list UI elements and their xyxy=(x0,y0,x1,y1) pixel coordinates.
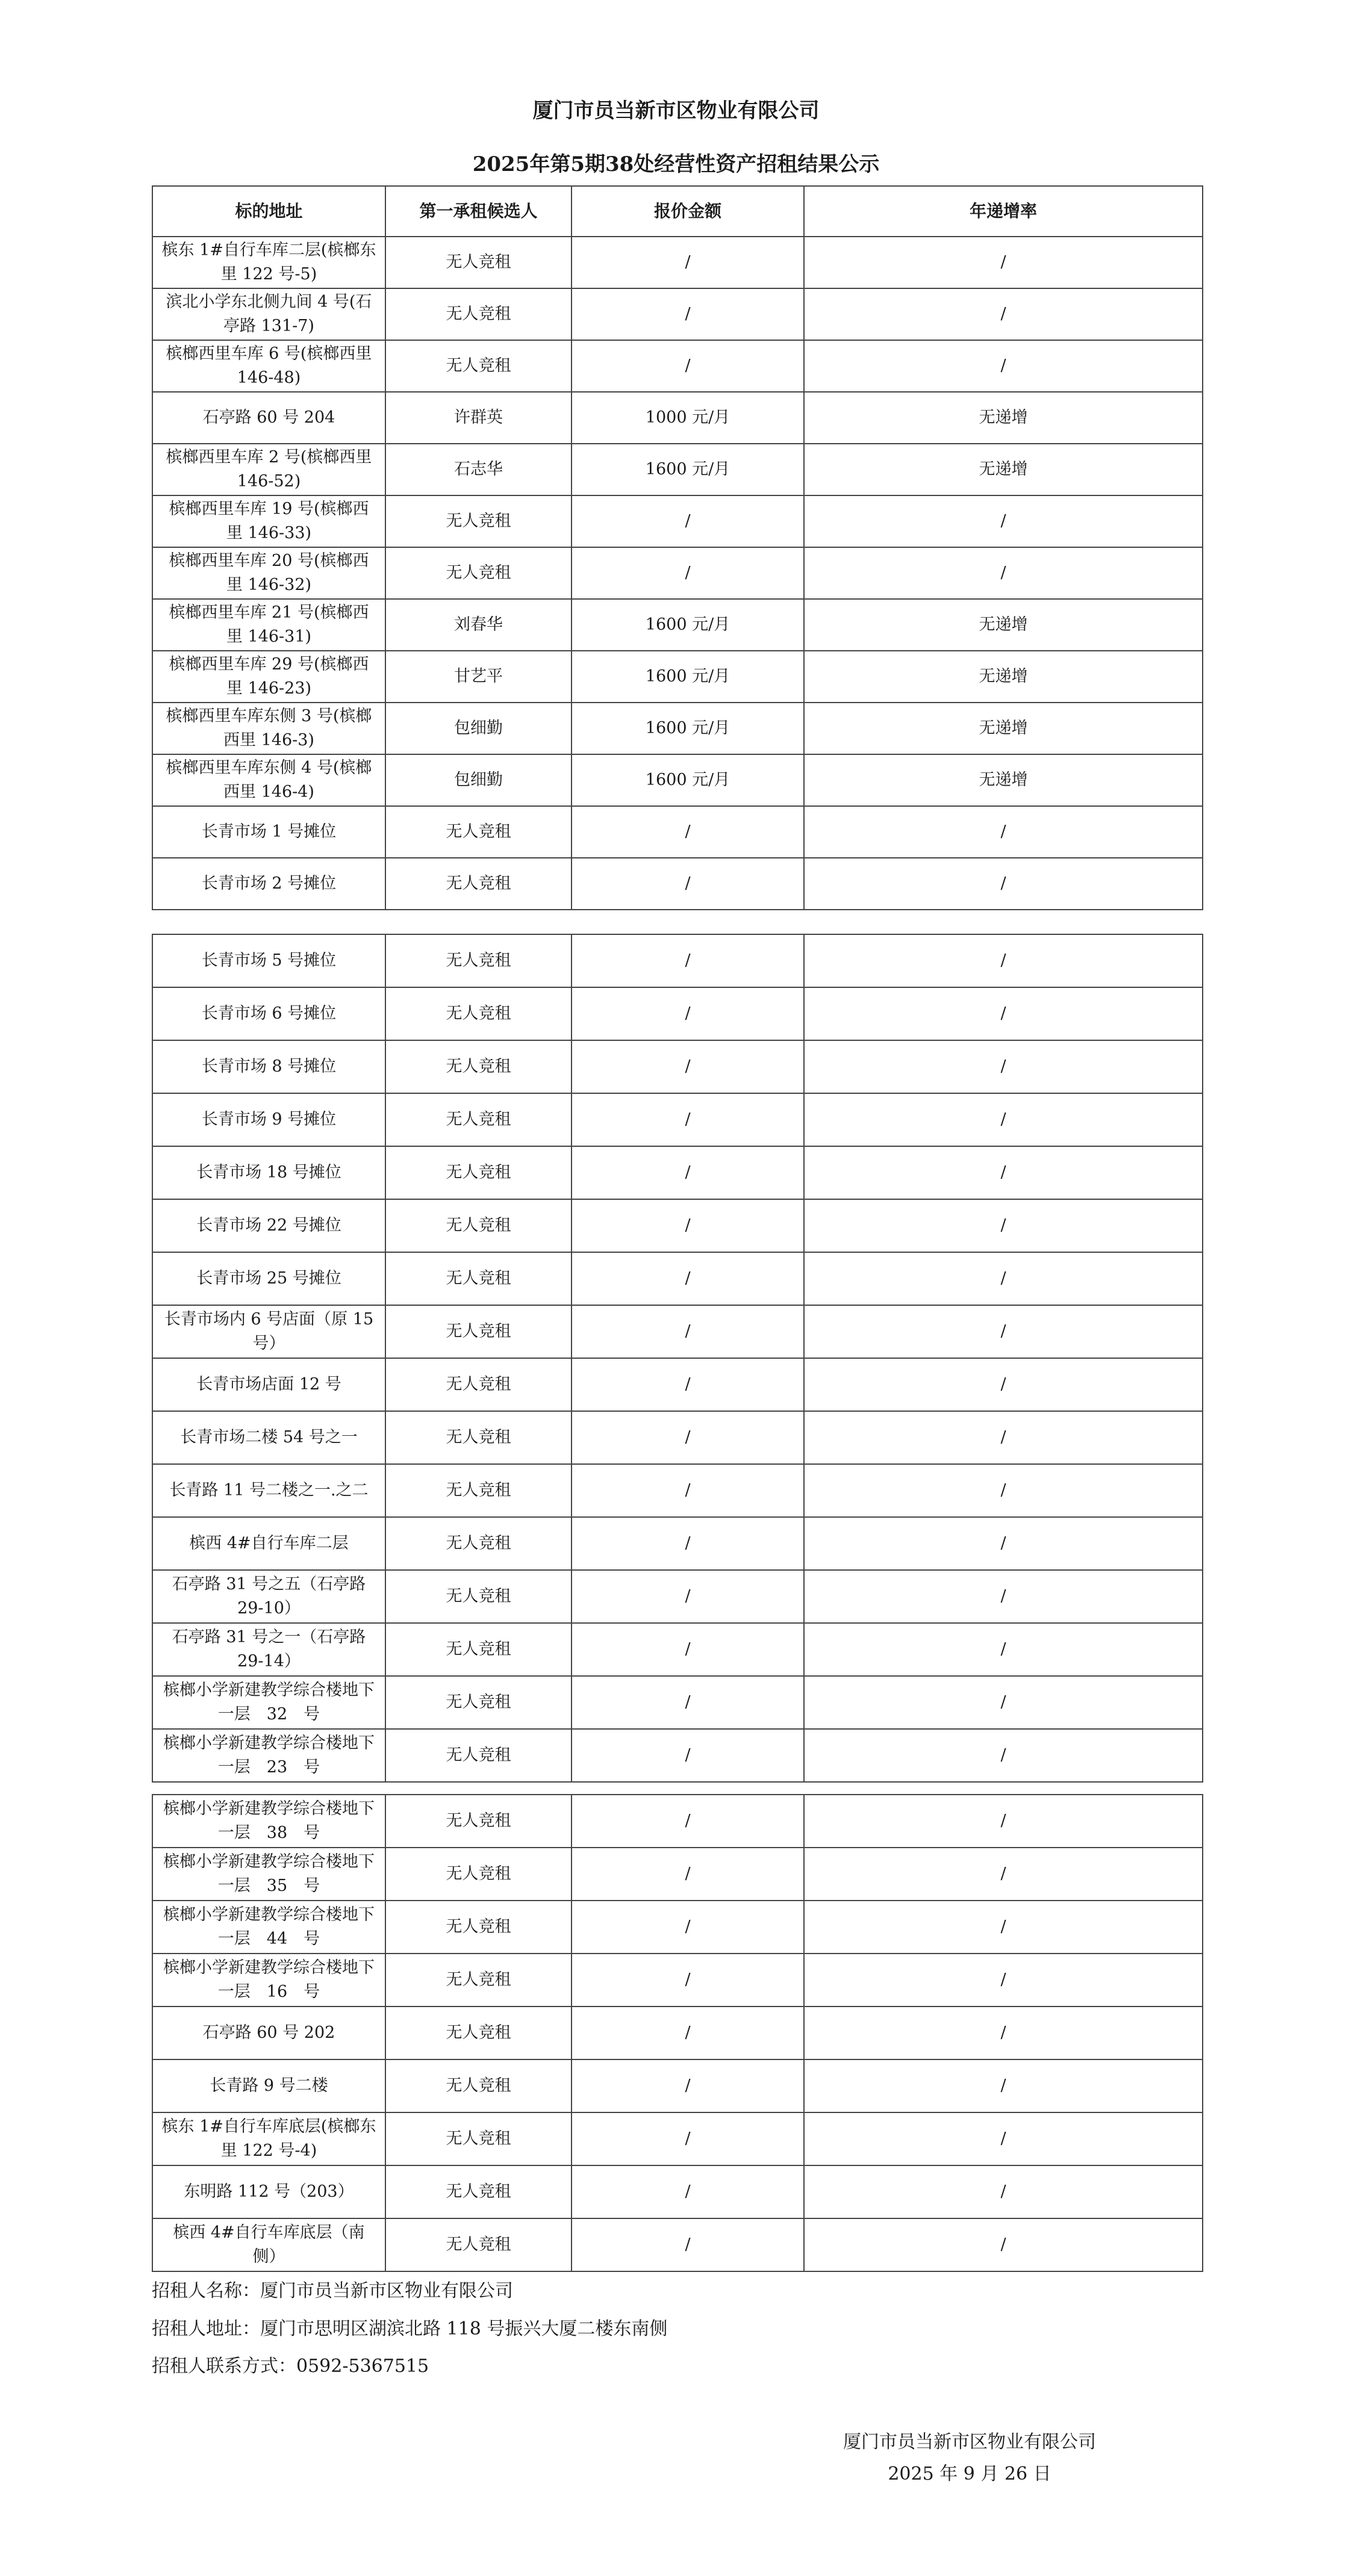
cell-candidate: 无人竞租 xyxy=(385,1411,572,1464)
cell-price: / xyxy=(572,1040,804,1093)
table-row xyxy=(152,1729,1203,1782)
cell-price: / xyxy=(572,1901,804,1954)
cell-increase-rate: / xyxy=(804,1411,1203,1464)
lessor-name: 招租人名称：厦门市员当新市区物业有限公司 xyxy=(152,2280,513,2301)
cell-price: 1600 元/月 xyxy=(572,703,804,754)
table-row xyxy=(152,1093,1203,1146)
cell-increase-rate: / xyxy=(804,1464,1203,1517)
cell-increase-rate: / xyxy=(804,237,1203,288)
cell-candidate: 无人竞租 xyxy=(385,1146,572,1199)
cell-candidate: 无人竞租 xyxy=(385,237,572,288)
cell-candidate: 包细勤 xyxy=(385,703,572,754)
cell-increase-rate: / xyxy=(804,1358,1203,1411)
cell-candidate: 无人竞租 xyxy=(385,1729,572,1782)
cell-candidate: 无人竞租 xyxy=(385,495,572,547)
cell-address: 槟榔西里车库 21 号(槟榔西里 146-31) xyxy=(152,599,385,651)
cell-candidate: 无人竞租 xyxy=(385,1570,572,1623)
cell-address: 槟榔西里车库 19 号(槟榔西里 146-33) xyxy=(152,495,385,547)
cell-address: 长青路 9 号二楼 xyxy=(152,2059,385,2112)
cell-address: 长青市场 9 号摊位 xyxy=(152,1093,385,1146)
cell-candidate: 无人竞租 xyxy=(385,858,572,910)
cell-increase-rate: / xyxy=(804,2218,1203,2271)
cell-address: 长青市场 1 号摊位 xyxy=(152,806,385,858)
table-header-row xyxy=(152,186,1203,237)
cell-price: / xyxy=(572,237,804,288)
cell-candidate: 无人竞租 xyxy=(385,1093,572,1146)
table-row xyxy=(152,1199,1203,1252)
cell-candidate: 无人竞租 xyxy=(385,2006,572,2059)
cell-increase-rate: / xyxy=(804,1040,1203,1093)
cell-price: 1600 元/月 xyxy=(572,444,804,495)
cell-address: 长青市场 8 号摊位 xyxy=(152,1040,385,1093)
cell-price: / xyxy=(572,1199,804,1252)
cell-address: 长青市场 5 号摊位 xyxy=(152,934,385,987)
cell-increase-rate: / xyxy=(804,1795,1203,1848)
cell-price: / xyxy=(572,1623,804,1676)
cell-address: 石亭路 60 号 204 xyxy=(152,392,385,444)
table-row xyxy=(152,547,1203,599)
table-row xyxy=(152,1464,1203,1517)
cell-candidate: 无人竞租 xyxy=(385,934,572,987)
table-row xyxy=(152,288,1203,340)
signature-company: 厦门市员当新市区物业有限公司 xyxy=(843,2432,1096,2453)
cell-address: 槟西 4#自行车库底层（南侧） xyxy=(152,2218,385,2271)
header-price: 报价金额 xyxy=(572,186,804,237)
cell-increase-rate: / xyxy=(804,1623,1203,1676)
company-title: 厦门市员当新市区物业有限公司 xyxy=(532,99,820,123)
cell-candidate: 无人竞租 xyxy=(385,1305,572,1358)
cell-candidate: 无人竞租 xyxy=(385,1848,572,1901)
table-row xyxy=(152,1848,1203,1901)
cell-candidate: 石志华 xyxy=(385,444,572,495)
table-row xyxy=(152,392,1203,444)
cell-increase-rate: / xyxy=(804,1729,1203,1782)
table-row xyxy=(152,2006,1203,2059)
cell-address: 长青市场 6 号摊位 xyxy=(152,987,385,1040)
cell-candidate: 无人竞租 xyxy=(385,547,572,599)
cell-increase-rate: / xyxy=(804,1676,1203,1729)
table-row xyxy=(152,1358,1203,1411)
results-table-part-1 xyxy=(152,185,1203,910)
cell-address: 槟东 1#自行车库底层(槟榔东里 122 号-4) xyxy=(152,2112,385,2165)
table-row xyxy=(152,1795,1203,1848)
table-row xyxy=(152,2218,1203,2271)
table-row xyxy=(152,987,1203,1040)
header-candidate: 第一承租候选人 xyxy=(385,186,572,237)
cell-candidate: 甘艺平 xyxy=(385,651,572,703)
cell-price: / xyxy=(572,1093,804,1146)
header-address: 标的地址 xyxy=(152,186,385,237)
cell-increase-rate: 无递增 xyxy=(804,599,1203,651)
cell-address: 长青市场二楼 54 号之一 xyxy=(152,1411,385,1464)
cell-address: 长青市场 22 号摊位 xyxy=(152,1199,385,1252)
cell-price: 1600 元/月 xyxy=(572,599,804,651)
table-row xyxy=(152,1146,1203,1199)
table-row xyxy=(152,599,1203,651)
cell-candidate: 无人竞租 xyxy=(385,1252,572,1305)
cell-increase-rate: / xyxy=(804,340,1203,392)
cell-address: 槟榔西里车库东侧 4 号(槟榔西里 146-4) xyxy=(152,754,385,806)
cell-increase-rate: / xyxy=(804,2112,1203,2165)
table-row xyxy=(152,1676,1203,1729)
cell-address: 槟榔小学新建教学综合楼地下一层 44 号 xyxy=(152,1901,385,1954)
cell-candidate: 无人竞租 xyxy=(385,1358,572,1411)
cell-increase-rate: / xyxy=(804,2059,1203,2112)
cell-price: 1600 元/月 xyxy=(572,651,804,703)
cell-address: 槟榔西里车库 20 号(槟榔西里 146-32) xyxy=(152,547,385,599)
cell-price: / xyxy=(572,1358,804,1411)
cell-price: / xyxy=(572,1729,804,1782)
cell-increase-rate: 无递增 xyxy=(804,444,1203,495)
table-row xyxy=(152,495,1203,547)
cell-price: / xyxy=(572,987,804,1040)
cell-price: / xyxy=(572,2059,804,2112)
cell-candidate: 无人竞租 xyxy=(385,340,572,392)
cell-address: 长青市场 18 号摊位 xyxy=(152,1146,385,1199)
cell-address: 槟榔小学新建教学综合楼地下一层 32 号 xyxy=(152,1676,385,1729)
table-row xyxy=(152,934,1203,987)
cell-price: / xyxy=(572,1676,804,1729)
table-row xyxy=(152,754,1203,806)
cell-candidate: 无人竞租 xyxy=(385,1464,572,1517)
cell-candidate: 无人竞租 xyxy=(385,987,572,1040)
cell-address: 长青市场 2 号摊位 xyxy=(152,858,385,910)
cell-candidate: 无人竞租 xyxy=(385,1517,572,1570)
cell-address: 长青市场内 6 号店面（原 15 号） xyxy=(152,1305,385,1358)
cell-candidate: 许群英 xyxy=(385,392,572,444)
table-row xyxy=(152,1623,1203,1676)
cell-candidate: 无人竞租 xyxy=(385,2165,572,2218)
cell-price: / xyxy=(572,1517,804,1570)
table-row xyxy=(152,651,1203,703)
cell-candidate: 无人竞租 xyxy=(385,1676,572,1729)
lessor-address: 招租人地址：厦门市思明区湖滨北路 118 号振兴大厦二楼东南侧 xyxy=(152,2318,668,2339)
cell-address: 槟榔小学新建教学综合楼地下一层 35 号 xyxy=(152,1848,385,1901)
cell-price: / xyxy=(572,1305,804,1358)
cell-price: / xyxy=(572,1954,804,2006)
signature-date: 2025 年 9 月 26 日 xyxy=(888,2463,1051,2484)
cell-increase-rate: / xyxy=(804,2165,1203,2218)
cell-address: 槟西 4#自行车库二层 xyxy=(152,1517,385,1570)
table-row xyxy=(152,806,1203,858)
cell-price: / xyxy=(572,1848,804,1901)
table-row xyxy=(152,444,1203,495)
cell-increase-rate: / xyxy=(804,2006,1203,2059)
cell-candidate: 无人竞租 xyxy=(385,2112,572,2165)
cell-address: 滨北小学东北侧九间 4 号(石亭路 131-7) xyxy=(152,288,385,340)
cell-address: 石亭路 60 号 202 xyxy=(152,2006,385,2059)
notice-title: 2025年第5期38处经营性资产招租结果公示 xyxy=(472,152,880,176)
cell-candidate: 无人竞租 xyxy=(385,1954,572,2006)
cell-candidate: 包细勤 xyxy=(385,754,572,806)
table-row xyxy=(152,1305,1203,1358)
table-row xyxy=(152,2112,1203,2165)
cell-increase-rate: / xyxy=(804,987,1203,1040)
cell-increase-rate: / xyxy=(804,1954,1203,2006)
cell-price: / xyxy=(572,1411,804,1464)
table-row xyxy=(152,1040,1203,1093)
cell-price: / xyxy=(572,934,804,987)
cell-address: 槟榔西里车库 2 号(槟榔西里 146-52) xyxy=(152,444,385,495)
table-row xyxy=(152,1252,1203,1305)
cell-price: 1000 元/月 xyxy=(572,392,804,444)
cell-candidate: 无人竞租 xyxy=(385,1623,572,1676)
cell-address: 槟榔小学新建教学综合楼地下一层 23 号 xyxy=(152,1729,385,1782)
cell-address: 长青市场店面 12 号 xyxy=(152,1358,385,1411)
cell-increase-rate: / xyxy=(804,1517,1203,1570)
cell-price: 1600 元/月 xyxy=(572,754,804,806)
table-row xyxy=(152,2165,1203,2218)
table-row xyxy=(152,1517,1203,1570)
results-table-part-2 xyxy=(152,934,1203,1783)
cell-address: 槟榔西里车库 29 号(槟榔西里 146-23) xyxy=(152,651,385,703)
table-row xyxy=(152,2059,1203,2112)
cell-increase-rate: / xyxy=(804,1146,1203,1199)
cell-candidate: 无人竞租 xyxy=(385,2218,572,2271)
cell-candidate: 无人竞租 xyxy=(385,1795,572,1848)
table-row xyxy=(152,703,1203,754)
cell-candidate: 刘春华 xyxy=(385,599,572,651)
cell-increase-rate: / xyxy=(804,495,1203,547)
table-row xyxy=(152,1954,1203,2006)
cell-increase-rate: / xyxy=(804,1901,1203,1954)
cell-increase-rate: / xyxy=(804,1305,1203,1358)
cell-increase-rate: / xyxy=(804,934,1203,987)
cell-address: 石亭路 31 号之五（石亭路 29-10） xyxy=(152,1570,385,1623)
cell-increase-rate: / xyxy=(804,858,1203,910)
cell-candidate: 无人竞租 xyxy=(385,2059,572,2112)
cell-increase-rate: / xyxy=(804,1848,1203,1901)
cell-address: 槟榔西里车库 6 号(槟榔西里 146-48) xyxy=(152,340,385,392)
cell-candidate: 无人竞租 xyxy=(385,288,572,340)
cell-price: / xyxy=(572,2006,804,2059)
cell-price: / xyxy=(572,2218,804,2271)
cell-increase-rate: / xyxy=(804,1199,1203,1252)
cell-price: / xyxy=(572,2165,804,2218)
table-row xyxy=(152,858,1203,910)
cell-candidate: 无人竞租 xyxy=(385,1040,572,1093)
cell-increase-rate: 无递增 xyxy=(804,651,1203,703)
cell-increase-rate: / xyxy=(804,1093,1203,1146)
cell-price: / xyxy=(572,288,804,340)
table-row xyxy=(152,1570,1203,1623)
cell-price: / xyxy=(572,340,804,392)
cell-increase-rate: 无递增 xyxy=(804,392,1203,444)
cell-price: / xyxy=(572,2112,804,2165)
table-row xyxy=(152,1411,1203,1464)
cell-price: / xyxy=(572,1570,804,1623)
cell-address: 东明路 112 号（203） xyxy=(152,2165,385,2218)
cell-candidate: 无人竞租 xyxy=(385,1199,572,1252)
cell-address: 槟榔小学新建教学综合楼地下一层 16 号 xyxy=(152,1954,385,2006)
cell-increase-rate: / xyxy=(804,1252,1203,1305)
cell-price: / xyxy=(572,1464,804,1517)
cell-address: 石亭路 31 号之一（石亭路 29-14） xyxy=(152,1623,385,1676)
cell-price: / xyxy=(572,1146,804,1199)
cell-price: / xyxy=(572,495,804,547)
cell-price: / xyxy=(572,547,804,599)
cell-increase-rate: / xyxy=(804,288,1203,340)
cell-address: 长青市场 25 号摊位 xyxy=(152,1252,385,1305)
lessor-contact: 招租人联系方式：0592-5367515 xyxy=(152,2356,429,2377)
header-increase-rate: 年递增率 xyxy=(804,186,1203,237)
cell-address: 槟东 1#自行车库二层(槟榔东里 122 号-5) xyxy=(152,237,385,288)
table-row xyxy=(152,237,1203,288)
cell-price: / xyxy=(572,1795,804,1848)
cell-price: / xyxy=(572,806,804,858)
cell-candidate: 无人竞租 xyxy=(385,1901,572,1954)
cell-candidate: 无人竞租 xyxy=(385,806,572,858)
cell-price: / xyxy=(572,858,804,910)
cell-address: 长青路 11 号二楼之一.之二 xyxy=(152,1464,385,1517)
table-row xyxy=(152,340,1203,392)
cell-increase-rate: / xyxy=(804,1570,1203,1623)
cell-price: / xyxy=(572,1252,804,1305)
cell-increase-rate: / xyxy=(804,806,1203,858)
cell-address: 槟榔西里车库东侧 3 号(槟榔西里 146-3) xyxy=(152,703,385,754)
cell-increase-rate: 无递增 xyxy=(804,703,1203,754)
table-row xyxy=(152,1901,1203,1954)
cell-increase-rate: 无递增 xyxy=(804,754,1203,806)
results-table-part-3 xyxy=(152,1794,1203,2272)
cell-address: 槟榔小学新建教学综合楼地下一层 38 号 xyxy=(152,1795,385,1848)
cell-increase-rate: / xyxy=(804,547,1203,599)
